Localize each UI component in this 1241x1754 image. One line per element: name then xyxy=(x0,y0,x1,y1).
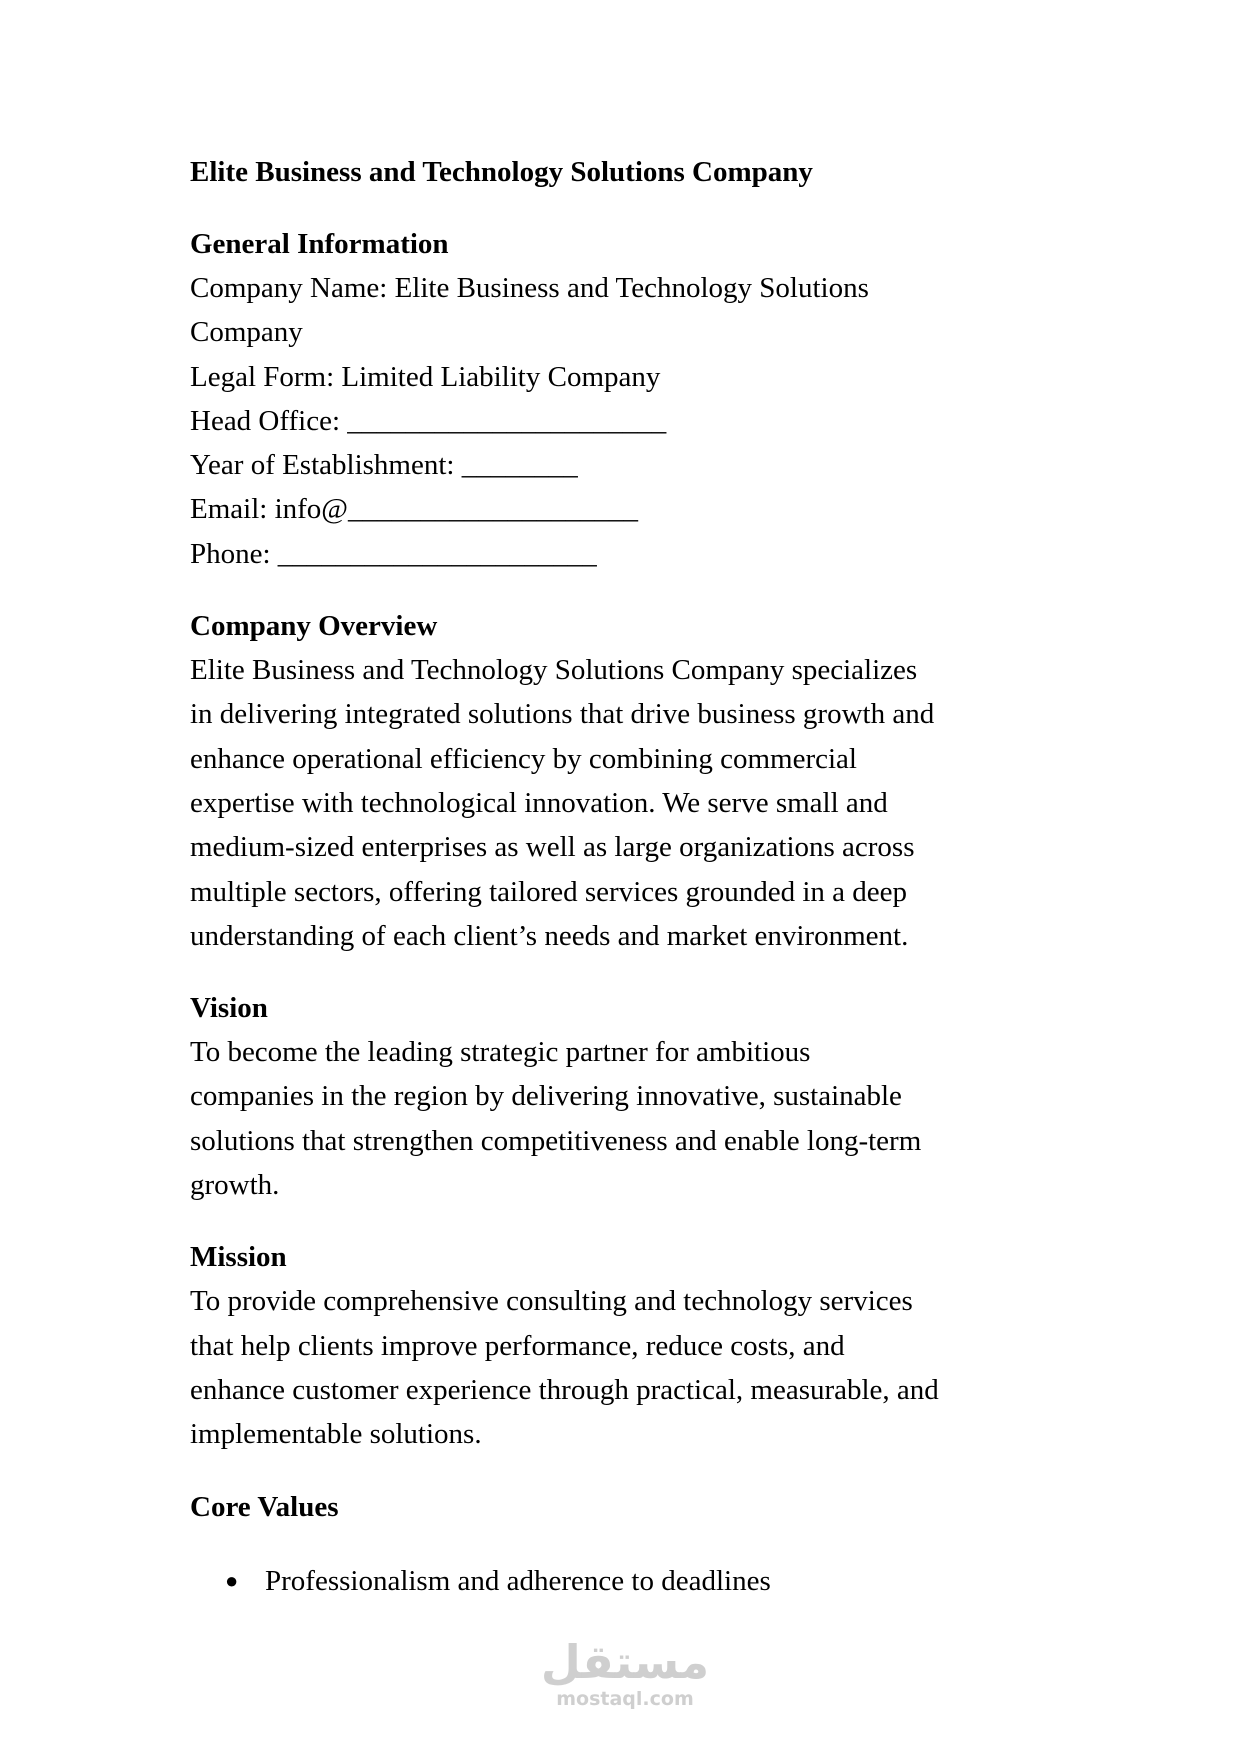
core-values-list xyxy=(190,1559,1070,1603)
general-information-heading: General Information xyxy=(190,228,449,260)
overview-line: multiple sectors, offering tailored services grounded in a deep xyxy=(190,875,907,908)
overview-line: understanding of each client’s needs and market environment. xyxy=(190,919,909,952)
mission-line: To provide comprehensive consulting and technology services xyxy=(190,1285,913,1318)
document-page xyxy=(190,150,1070,1631)
company-name-continued-line: Company xyxy=(190,316,303,349)
email-line: Email: info@____________________ xyxy=(190,493,638,526)
general-information-section xyxy=(190,222,1070,576)
watermark-site-text: mostaql.com xyxy=(556,1688,694,1710)
phone-line: Phone: ______________________ xyxy=(190,537,597,570)
watermark-logo-text: مستقل xyxy=(540,1635,710,1689)
legal-form-line: Legal Form: Limited Liability Company xyxy=(190,360,661,393)
core-value-item xyxy=(190,1559,1070,1603)
vision-line: solutions that strengthen competitiveness and enable long-term xyxy=(190,1124,922,1157)
mission-heading: Mission xyxy=(190,1241,287,1274)
overview-line: Elite Business and Technology Solutions Company specializes xyxy=(190,654,918,687)
core-values-heading: Core Values xyxy=(190,1490,339,1523)
company-name-line: Company Name: Elite Business and Technology Solutions xyxy=(190,272,869,304)
company-overview-heading: Company Overview xyxy=(190,610,438,643)
mostaql-watermark xyxy=(540,1636,710,1710)
mission-section xyxy=(190,1235,1070,1456)
vision-line: growth. xyxy=(190,1169,280,1202)
vision-line: companies in the region by delivering innovative, sustainable xyxy=(190,1080,902,1113)
head-office-line: Head Office: ______________________ xyxy=(190,404,667,437)
company-overview-paragraph xyxy=(190,648,1070,958)
year-of-establishment-line: Year of Establishment: ________ xyxy=(190,449,578,482)
document-title: Elite Business and Technology Solutions Company xyxy=(190,156,813,188)
overview-line: enhance operational efficiency by combining commercial xyxy=(190,742,857,775)
overview-line: in delivering integrated solutions that drive business growth and xyxy=(190,698,935,731)
core-value-text: Professionalism and adherence to deadlines xyxy=(265,1564,771,1597)
mission-paragraph xyxy=(190,1279,1070,1456)
vision-line: To become the leading strategic partner for ambitious xyxy=(190,1036,811,1069)
mission-line: implementable solutions. xyxy=(190,1418,482,1451)
vision-paragraph xyxy=(190,1030,1070,1207)
vision-section xyxy=(190,986,1070,1207)
mission-line: enhance customer experience through practical, measurable, and xyxy=(190,1373,939,1406)
bullet-icon: ● xyxy=(225,1567,239,1593)
core-values-section xyxy=(190,1485,1070,1603)
vision-heading: Vision xyxy=(190,992,268,1025)
overview-line: expertise with technological innovation. We serve small and xyxy=(190,786,888,819)
mission-line: that help clients improve performance, reduce costs, and xyxy=(190,1329,845,1362)
company-overview-section xyxy=(190,604,1070,958)
overview-line: medium-sized enterprises as well as large organizations across xyxy=(190,831,915,864)
